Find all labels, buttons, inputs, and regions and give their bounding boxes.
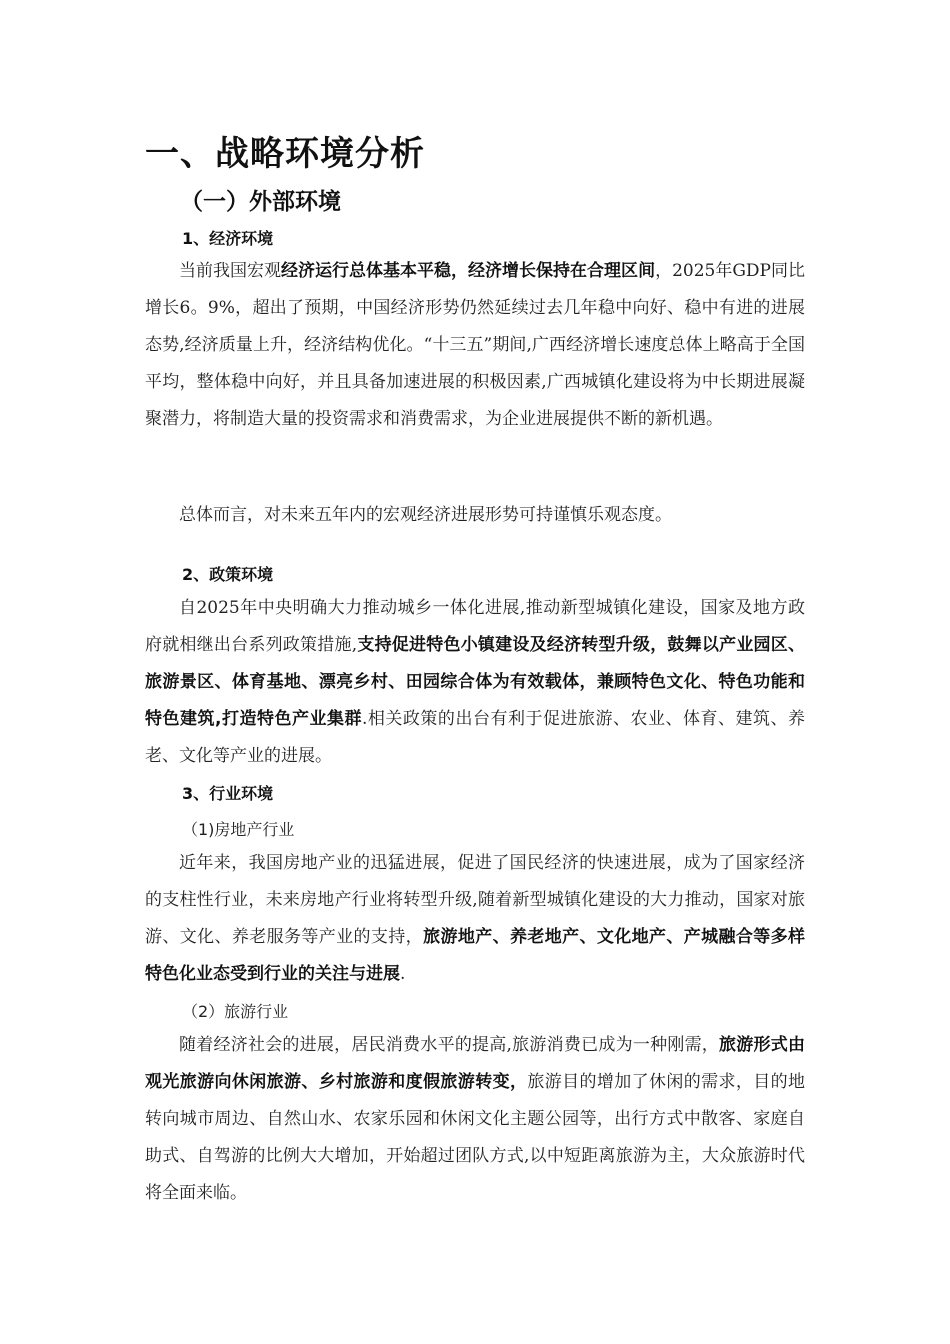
- economy-paragraph-2: 总体而言，对未来五年内的宏观经济进展形势可持谨慎乐观态度。: [179, 505, 672, 525]
- subsection-heading-economy: 1、经济环境: [182, 229, 274, 248]
- document-title: 一、战略环境分析: [145, 134, 425, 174]
- subsection-heading-policy: 2、政策环境: [182, 565, 274, 584]
- industry-heading-real-estate: （1)房地产行业: [182, 820, 295, 839]
- industry-heading-tourism: （2）旅游行业: [182, 1002, 289, 1021]
- real-estate-paragraph: 近年来，我国房地产业的迅猛进展，促进了国民经济的快速进展，成为了国家经济的支柱性行业，未来房地产行业将转型升级,随着新型城镇化建设的大力推动，国家对旅游、文化、养老服务等产业的支持，旅游地产、养老地产、文化地产、产城融合等多样特色化业态受到行业的关注与进展.: [145, 853, 806, 984]
- tourism-paragraph: 随着经济社会的进展，居民消费水平的提高,旅游消费已成为一种刚需，旅游形式由观光旅游向休闲旅游、乡村旅游和度假旅游转变，旅游目的增加了休闲的需求，目的地转向城市周边、自然山水、农家乐园和休闲文化主题公园等，出行方式中散客、家庭自助式、自驾游的比例大大增加，开始超过团队方式,以中短距离旅游为主，大众旅游时代将全面来临。: [145, 1035, 806, 1203]
- subsection-heading-industry: 3、行业环境: [182, 784, 274, 803]
- economy-paragraph-1: 当前我国宏观经济运行总体基本平稳，经济增长保持在合理区间，2025年GDP同比增长6。9%，超出了预期，中国经济形势仍然延续过去几年稳中向好、稳中有进的进展态势,经济质量上升，经济结构优化。“十三五”期间,广西经济增长速度总体上略高于全国平均，整体稳中向好，并且具备加速进展的积极因素,广西城镇化建设将为中长期进展凝聚潜力，将制造大量的投资需求和消费需求，为企业进展提供不断的新机遇。: [145, 261, 806, 429]
- section-heading-external-environment: （一）外部环境: [180, 189, 341, 215]
- policy-paragraph-1: 自2025年中央明确大力推动城乡一体化进展,推动新型城镇化建设，国家及地方政府就相继出台系列政策措施,支持促进特色小镇建设及经济转型升级，鼓舞以产业园区、旅游景区、体育基地、漂亮乡村、田园综合体为有效载体，兼顾特色文化、特色功能和特色建筑,打造特色产业集群.相关政策的出台有利于促进旅游、农业、体育、建筑、养老、文化等产业的进展。: [145, 598, 806, 766]
